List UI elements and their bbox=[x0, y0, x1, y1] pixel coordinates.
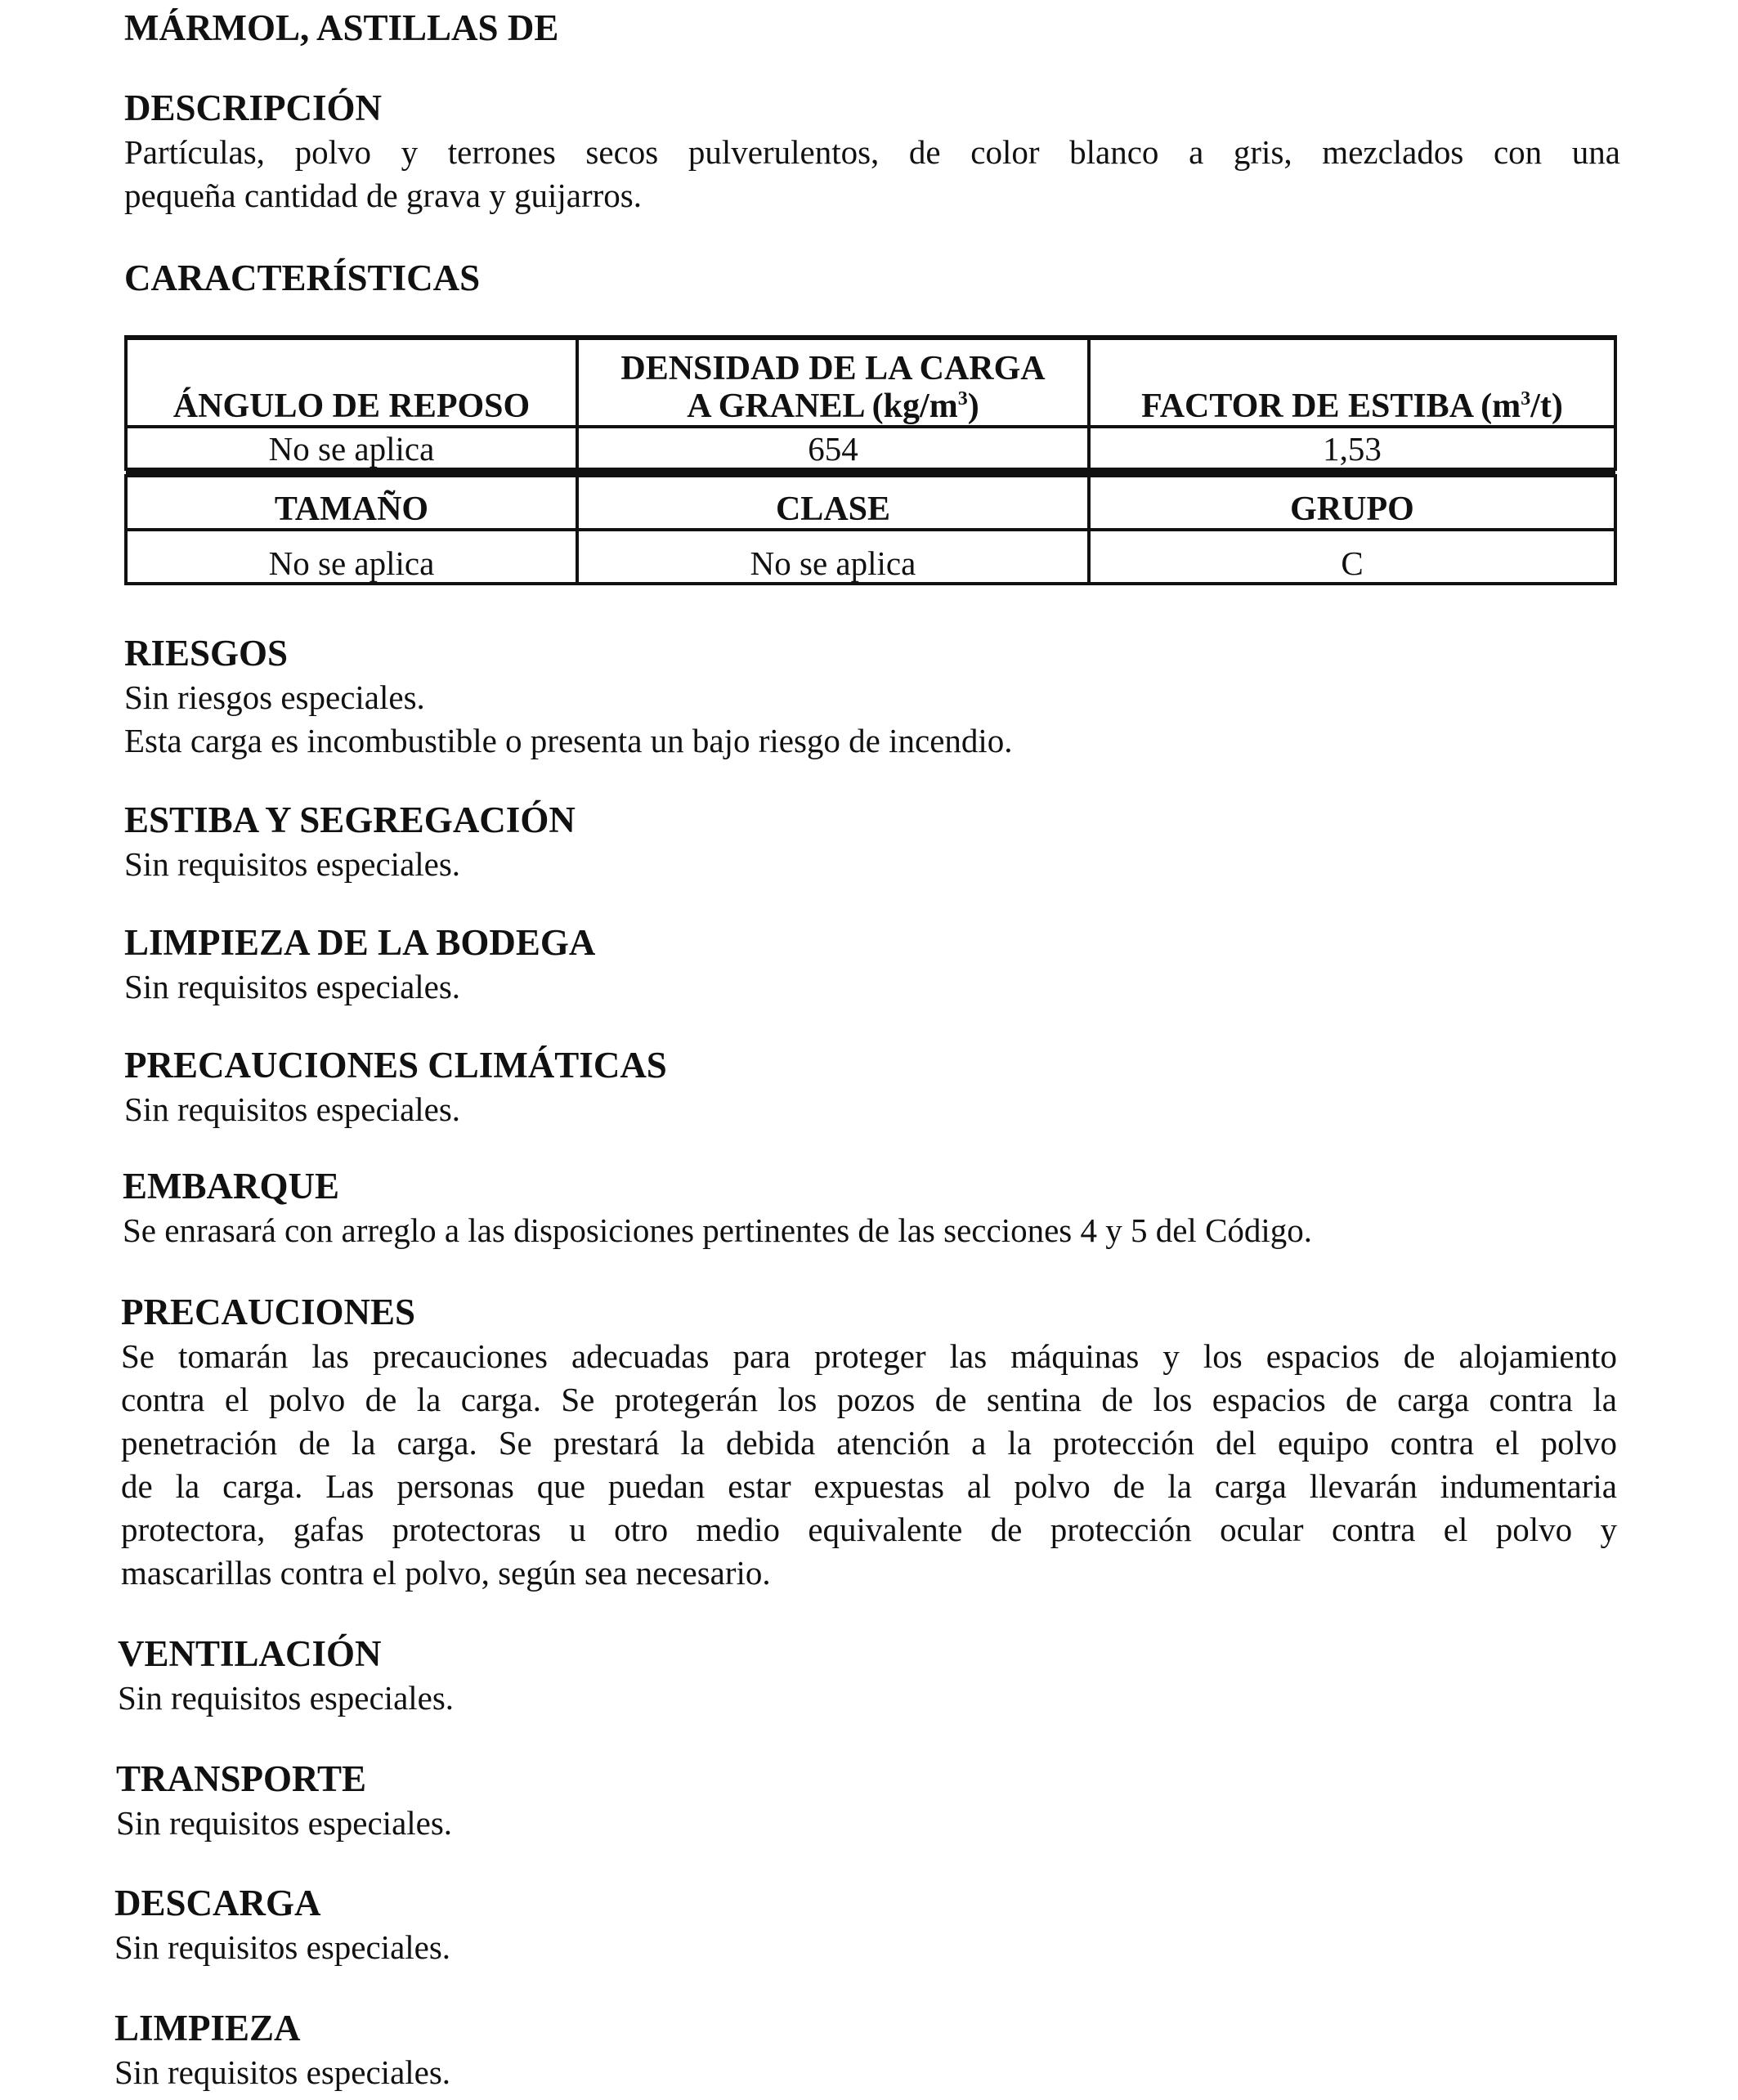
table-row bbox=[126, 530, 1615, 584]
section-heading: DESCRIPCIÓN bbox=[124, 87, 383, 128]
value-cell-grupo: C bbox=[1089, 530, 1615, 584]
section-body: Sin requisitos especiales. bbox=[114, 2053, 451, 2091]
section-estiba bbox=[124, 797, 1620, 886]
header-cell-tamano: TAMAÑO bbox=[126, 476, 577, 530]
body-line: protectora, gafas protectoras u otro medio equivalente de protección ocular contra el polvo y bbox=[121, 1511, 1617, 1548]
section-embarque bbox=[123, 1163, 1619, 1252]
section-body: Sin requisitos especiales. bbox=[118, 1679, 455, 1717]
header-cell-clase: CLASE bbox=[577, 476, 1089, 530]
body-line: Partículas, polvo y terrones secos pulverulentos, de color blanco a gris, mezclados con una bbox=[124, 133, 1620, 171]
section-transporte bbox=[116, 1756, 1612, 1845]
table-header-row bbox=[126, 476, 1615, 530]
body-line: penetración de la carga. Se prestará la debida atención a la protección del equipo contra el polvo bbox=[121, 1424, 1617, 1462]
section-heading: LIMPIEZA DE LA BODEGA bbox=[124, 922, 596, 963]
value-cell-factor-estiba: 1,53 bbox=[1089, 427, 1615, 469]
value-cell-densidad: 654 bbox=[577, 427, 1089, 469]
body-line: pequeña cantidad de grava y guijarros. bbox=[124, 177, 642, 214]
body-line: de la carga. Las personas que puedan estar expuestas al polvo de la carga llevarán indumentaria bbox=[121, 1467, 1617, 1505]
section-body: Sin requisitos especiales. bbox=[114, 1928, 451, 1966]
body-line: Sin riesgos especiales. bbox=[124, 678, 425, 716]
body-line: mascarillas contra el polvo, según sea necesario. bbox=[121, 1554, 771, 1592]
header-cell-densidad: DENSIDAD DE LA CARGA A GRANEL $(kg/m^3)$ bbox=[577, 338, 1089, 427]
section-limpieza bbox=[114, 2005, 1610, 2094]
section-body: Sin requisitos especiales. bbox=[116, 1804, 453, 1842]
section-heading: VENTILACIÓN bbox=[118, 1633, 382, 1674]
section-heading: DESCARGA bbox=[114, 1883, 321, 1923]
section-body bbox=[124, 131, 1620, 217]
section-heading: CARACTERÍSTICAS bbox=[124, 257, 481, 298]
section-body bbox=[121, 1335, 1617, 1595]
table-divider bbox=[126, 469, 1615, 476]
header-cell-factor-estiba: FACTOR DE ESTIBA $(m^3/t)$ bbox=[1089, 338, 1615, 427]
value-cell-clase: No se aplica bbox=[577, 530, 1089, 584]
section-heading: PRECAUCIONES bbox=[121, 1292, 416, 1332]
table-row bbox=[126, 427, 1615, 469]
header-cell-angulo: ÁNGULO DE REPOSO bbox=[126, 338, 577, 427]
section-caracteristicas bbox=[124, 255, 1620, 301]
section-limpieza-bodega bbox=[124, 920, 1620, 1009]
header-cell-grupo: GRUPO bbox=[1089, 476, 1615, 530]
section-descarga bbox=[114, 1880, 1610, 1969]
section-descripcion bbox=[124, 85, 1620, 217]
section-heading: LIMPIEZA bbox=[114, 2008, 301, 2049]
characteristics-table bbox=[124, 335, 1617, 585]
section-body: Sin requisitos especiales. bbox=[124, 845, 461, 883]
section-heading: EMBARQUE bbox=[123, 1166, 340, 1207]
document-title: MÁRMOL, ASTILLAS DE bbox=[124, 7, 559, 48]
section-heading: TRANSPORTE bbox=[116, 1758, 366, 1799]
section-precauciones-climaticas bbox=[124, 1042, 1620, 1131]
table-header-row bbox=[126, 338, 1615, 427]
section-body: Sin requisitos especiales. bbox=[124, 968, 461, 1005]
section-heading: ESTIBA Y SEGREGACIÓN bbox=[124, 799, 576, 840]
section-body bbox=[124, 676, 1620, 763]
section-body: Sin requisitos especiales. bbox=[124, 1090, 461, 1128]
section-heading: RIESGOS bbox=[124, 633, 289, 674]
body-line: Se tomarán las precauciones adecuadas para proteger las máquinas y los espacios de alojamiento bbox=[121, 1337, 1617, 1375]
body-line: Esta carga es incombustible o presenta un bajo riesgo de incendio. bbox=[124, 722, 1013, 759]
section-heading: PRECAUCIONES CLIMÁTICAS bbox=[124, 1045, 667, 1086]
section-precauciones bbox=[121, 1289, 1617, 1595]
value-cell-angulo: No se aplica bbox=[126, 427, 577, 469]
section-body: Se enrasará con arreglo a las disposiciones pertinentes de las secciones 4 y 5 del Código. bbox=[123, 1211, 1313, 1249]
section-ventilacion bbox=[118, 1631, 1614, 1720]
value-cell-tamano: No se aplica bbox=[126, 530, 577, 584]
body-line: contra el polvo de la carga. Se protegerán los pozos de sentina de los espacios de carga contra la bbox=[121, 1381, 1617, 1418]
section-riesgos bbox=[124, 630, 1620, 763]
